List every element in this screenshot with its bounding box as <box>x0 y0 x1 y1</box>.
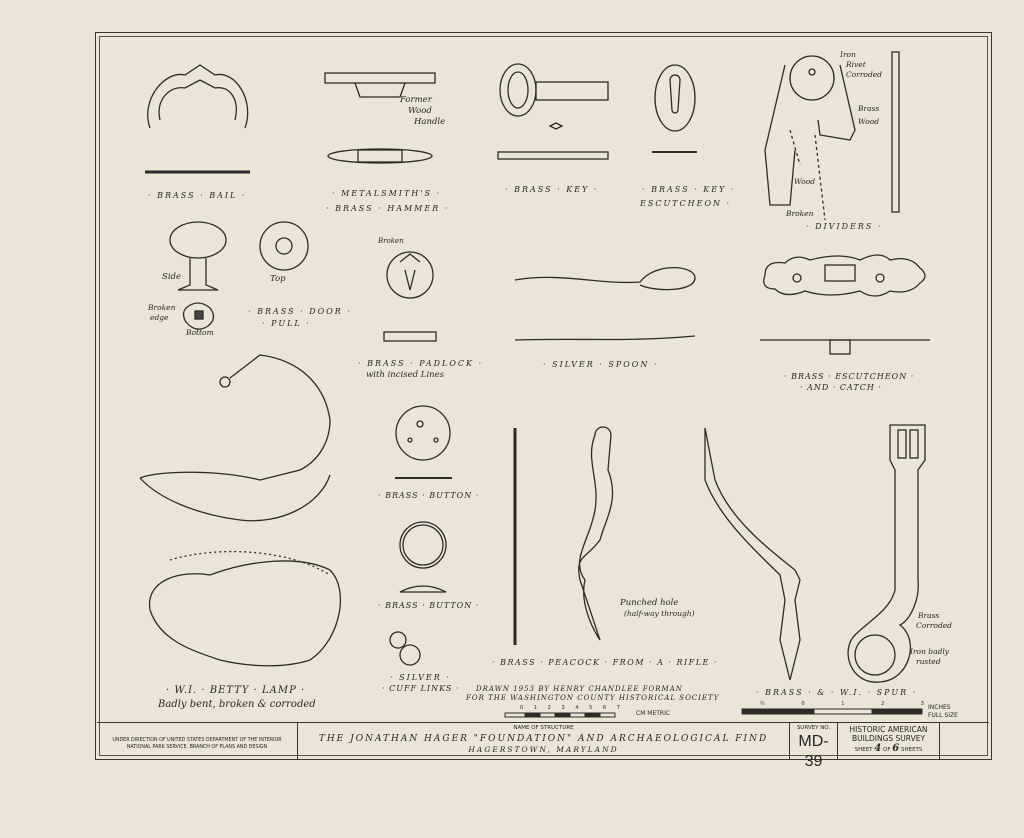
label-padlock-note: with incised Lines <box>366 370 445 380</box>
padlock-drawing <box>384 252 436 341</box>
label-escutcheon-1: · BRASS · ESCUTCHEON · <box>784 372 915 381</box>
cm-tick: 4 <box>575 705 579 711</box>
sheet-suffix: SHEETS <box>900 747 923 753</box>
cm-tick: 3 <box>561 705 565 711</box>
sheet-total: 6 <box>892 743 900 754</box>
note-spur-corroded: Corroded <box>916 621 952 630</box>
label-escutcheon-2: · AND · CATCH · <box>800 383 882 392</box>
view-top: Top <box>270 274 286 284</box>
survey-number: MD-39 <box>798 733 829 770</box>
habs-line-2: BUILDINGS SURVEY <box>851 734 926 743</box>
cm-scale <box>505 713 615 717</box>
silver-spoon-drawing <box>515 268 695 340</box>
spur-drawing <box>705 425 925 682</box>
inch-unit-1: INCHES <box>928 704 951 711</box>
brass-key-drawing <box>498 64 608 159</box>
view-edge: edge <box>150 313 169 322</box>
inch-unit-2: FULL SIZE <box>928 712 958 719</box>
label-hammer-2: · BRASS · HAMMER · <box>326 204 450 213</box>
inch-scale-ticks <box>760 702 924 707</box>
agency-line-1: UNDER DIRECTION OF UNITED STATES DEPARTMENT OF THE INTERIOR <box>112 738 282 743</box>
credit-society: FOR THE WASHINGTON COUNTY HISTORICAL SOCIETY <box>466 694 720 702</box>
inch-tick: ½ <box>760 701 765 707</box>
inch-tick: 1 <box>841 701 845 707</box>
peacock-drawing <box>515 427 613 645</box>
cm-tick: 2 <box>547 705 551 711</box>
label-betty-lamp: · W.I. · BETTY · LAMP · <box>166 685 306 696</box>
survey-label: SURVEY NO. <box>796 725 831 731</box>
inch-tick: 2 <box>881 701 885 707</box>
title-block <box>97 722 989 770</box>
sheet-prefix: SHEET <box>854 747 873 753</box>
label-brass-button-1: · BRASS · BUTTON · <box>378 491 480 500</box>
cm-tick: 7 <box>616 705 620 711</box>
label-silver-spoon: · SILVER · SPOON · <box>543 360 659 369</box>
cm-tick: 1 <box>533 705 538 711</box>
note-spur-rusted: rusted <box>916 657 941 666</box>
agency-cell <box>97 723 298 759</box>
betty-lamp-drawing <box>140 355 340 666</box>
habs-line-1: HISTORIC AMERICAN <box>849 725 928 734</box>
note-wood-right: Wood <box>858 117 880 126</box>
inch-scale <box>742 709 922 714</box>
view-broken: Broken <box>148 303 176 312</box>
label-padlock: · BRASS · PADLOCK · <box>358 359 484 368</box>
note-former: Former <box>400 95 432 105</box>
note-brass: Brass <box>858 104 880 113</box>
note-wood: Wood <box>408 106 432 116</box>
label-brass-button-2: · BRASS · BUTTON · <box>378 601 480 610</box>
label-brass-bail: · BRASS · BAIL · <box>148 191 247 200</box>
label-key-escutcheon-1: · BRASS · KEY · <box>642 185 736 194</box>
note-half-way: (half-way through) <box>624 609 695 618</box>
inch-tick: 0 <box>801 701 805 707</box>
escutcheon-catch-drawing <box>760 255 930 354</box>
note-punched-hole: Punched hole <box>620 598 679 608</box>
label-key-escutcheon-2: ESCUTCHEON · <box>640 199 732 208</box>
note-padlock-broken: Broken <box>378 237 404 245</box>
structure-name: THE JONATHAN HAGER "FOUNDATION" AND ARCHAEOLOGICAL FIND <box>318 734 769 744</box>
label-cuff-links-1: · SILVER · <box>390 673 451 682</box>
cuff-links-drawing <box>390 632 420 665</box>
key-escutcheon-drawing <box>652 65 697 152</box>
habs-cell <box>838 723 940 759</box>
note-spur-brass: Brass <box>918 611 940 620</box>
label-dividers: · DIVIDERS · <box>806 222 883 231</box>
cm-tick: 6 <box>602 705 607 711</box>
cm-scale-ticks <box>520 706 620 711</box>
library-stamp-cell <box>940 723 989 759</box>
note-betty-lamp: Badly bent, broken & corroded <box>158 699 316 710</box>
view-bottom: Bottom <box>186 328 214 337</box>
note-spur-iron: Iron badly <box>910 647 949 656</box>
cm-tick: 5 <box>589 705 593 711</box>
structure-cell <box>298 723 790 759</box>
credit-drawn-by: DRAWN 1953 BY HENRY CHANDLEE FORMAN <box>476 685 683 693</box>
sheet-info <box>838 743 939 756</box>
label-door-pull-2: · PULL · <box>262 319 311 328</box>
cm-tick: 0 <box>520 705 524 711</box>
structure-label: NAME OF STRUCTURE <box>513 725 574 731</box>
note-wood-left: Wood <box>794 177 816 186</box>
note-rivet: Rivet <box>846 60 866 69</box>
label-brass-key: · BRASS · KEY · <box>505 185 599 194</box>
note-corroded: Corroded <box>846 70 882 79</box>
label-peacock: · BRASS · PEACOCK · FROM · A · RIFLE · <box>492 658 718 667</box>
agency-line-2: NATIONAL PARK SERVICE, BRANCH OF PLANS AND DESIGN <box>126 745 268 750</box>
label-cuff-links-2: · CUFF LINKS · <box>382 684 460 693</box>
sheet-of: OF <box>883 747 891 753</box>
sheet-number: 4 <box>874 743 882 754</box>
label-spur: · BRASS · & · W.I. · SPUR · <box>756 688 918 697</box>
label-hammer-1: · METALSMITH'S · <box>332 189 442 198</box>
note-handle: Handle <box>414 117 446 127</box>
brass-bail-drawing <box>145 65 250 172</box>
note-iron: Iron <box>840 50 856 59</box>
structure-location: HAGERSTOWN, MARYLAND <box>468 745 619 754</box>
inch-tick: 3 <box>920 701 924 707</box>
label-door-pull-1: · BRASS · DOOR · <box>248 307 352 316</box>
view-side: Side <box>162 272 182 282</box>
cm-unit: CM METRIC <box>636 710 671 717</box>
note-broken: Broken <box>786 209 814 218</box>
survey-cell <box>790 723 838 770</box>
